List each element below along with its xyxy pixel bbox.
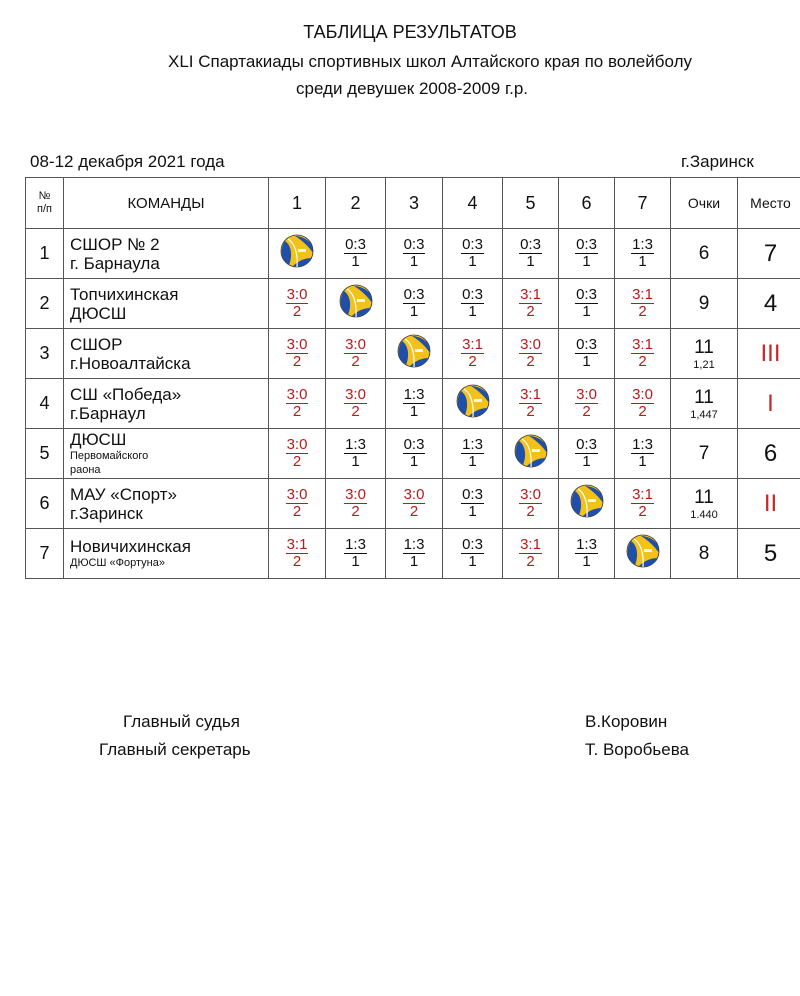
row-num: 6 (26, 479, 64, 529)
table-row (26, 379, 800, 429)
page-title: ТАБЛИЦА РЕЗУЛЬТАТОВ (303, 22, 517, 42)
row-num: 2 (26, 279, 64, 329)
match-points: 2 (292, 352, 302, 370)
team-place: 6 (738, 429, 800, 479)
match-score: 1:3 (632, 435, 653, 453)
match-result-cell (326, 379, 386, 429)
match-score: 3:0 (632, 385, 653, 403)
match-points: 2 (292, 402, 302, 420)
header-place: Место (738, 178, 800, 229)
match-result-cell (503, 329, 559, 379)
match-points: 2 (638, 352, 647, 370)
match-points: 2 (292, 302, 302, 320)
team-points (671, 429, 738, 479)
match-points: 1 (409, 452, 419, 470)
team-name (64, 529, 269, 579)
match-result-cell (443, 429, 503, 479)
secretary-name: Т. Воробьева (585, 740, 689, 759)
match-result (344, 387, 367, 420)
match-score: 3:1 (632, 485, 653, 503)
match-result-cell (386, 229, 443, 279)
points-value: 11 (694, 336, 714, 358)
team-name (64, 479, 269, 529)
match-result (461, 237, 484, 270)
match-score: 0:3 (576, 435, 597, 453)
team-name-line2: ДЮСШ «Фортуна» (70, 557, 165, 569)
match-points: 1 (409, 302, 419, 320)
match-result (519, 487, 542, 520)
match-result-cell (269, 379, 326, 429)
match-points: 1 (351, 452, 360, 470)
match-points: 2 (638, 502, 647, 520)
header-teams: КОМАНДЫ (64, 178, 269, 229)
points-value: 11 (694, 386, 714, 408)
volleyball-icon (625, 533, 661, 569)
team-name (64, 229, 269, 279)
match-result (631, 487, 654, 520)
team-name-line2: г. Барнаула (70, 253, 160, 273)
match-result (631, 337, 654, 370)
match-points: 2 (292, 502, 302, 520)
team-name-line2: г.Заринск (70, 503, 143, 523)
match-result-cell (386, 429, 443, 479)
header-col-5: 5 (503, 178, 559, 229)
self-match-cell (326, 279, 386, 329)
match-points: 2 (526, 352, 535, 370)
match-result (461, 337, 484, 370)
table-row (26, 429, 800, 479)
match-points: 2 (468, 352, 477, 370)
match-result (286, 537, 309, 570)
match-result-cell (386, 379, 443, 429)
match-score: 3:0 (345, 485, 366, 503)
points-tiebreak: 1,21 (693, 358, 715, 371)
match-result-cell (269, 429, 326, 479)
team-place: I (738, 379, 800, 429)
team-place: 5 (738, 529, 800, 579)
team-name-line1: Топчихинская (70, 284, 179, 304)
match-score: 0:3 (576, 285, 597, 303)
page-subtitle: XLI Спартакиады спортивных школ Алтайского края по волейболу (167, 52, 692, 71)
header-num: № п/п (26, 178, 64, 229)
match-result-cell (386, 529, 443, 579)
match-score: 3:1 (286, 535, 308, 553)
team-points (671, 529, 738, 579)
match-result-cell (326, 329, 386, 379)
match-result (403, 237, 426, 270)
match-result-cell (503, 379, 559, 429)
match-points: 2 (351, 352, 360, 370)
match-result (519, 387, 542, 420)
match-result (403, 537, 426, 570)
team-name (64, 429, 269, 479)
points-value: 7 (698, 442, 710, 464)
match-result-cell (269, 329, 326, 379)
match-result-cell (615, 379, 671, 429)
row-num: 1 (26, 229, 64, 279)
team-name (64, 279, 269, 329)
match-score: 3:0 (520, 335, 541, 353)
match-result-cell (559, 229, 615, 279)
match-points: 1 (582, 552, 591, 570)
team-name-line2: г.Новоалтайска (70, 353, 191, 373)
team-name-line1: СШОР № 2 (70, 234, 160, 254)
match-score: 1:3 (345, 435, 366, 453)
match-points: 1 (409, 402, 419, 420)
match-result (461, 437, 484, 470)
match-score: 1:3 (576, 535, 597, 553)
volleyball-icon (569, 483, 605, 519)
match-points: 1 (582, 452, 591, 470)
match-points: 2 (351, 502, 360, 520)
match-result-cell (443, 479, 503, 529)
match-score: 1:3 (462, 435, 483, 453)
match-result-cell (443, 329, 503, 379)
match-score: 3:0 (403, 485, 425, 503)
match-points: 2 (351, 402, 360, 420)
match-score: 0:3 (462, 485, 483, 503)
match-points: 2 (526, 552, 535, 570)
match-result-cell (615, 479, 671, 529)
match-points: 2 (292, 552, 302, 570)
match-result (344, 437, 367, 470)
self-match-cell (559, 479, 615, 529)
team-place: 4 (738, 279, 800, 329)
match-points: 2 (526, 402, 535, 420)
match-result-cell (503, 279, 559, 329)
match-result (286, 287, 309, 320)
table-row (26, 279, 800, 329)
row-num: 5 (26, 429, 64, 479)
match-score: 0:3 (403, 435, 425, 453)
match-result-cell (443, 529, 503, 579)
table-header-row (26, 178, 800, 229)
match-result (286, 437, 309, 470)
results-table (25, 177, 800, 579)
match-points: 1 (582, 252, 591, 270)
match-result-cell (443, 279, 503, 329)
match-points: 1 (468, 252, 477, 270)
table-row (26, 479, 800, 529)
match-points: 2 (582, 402, 591, 420)
match-score: 3:1 (462, 335, 483, 353)
team-place: III (738, 329, 800, 379)
team-name-line1: СШ «Победа» (70, 384, 182, 404)
match-result (575, 437, 598, 470)
match-result (403, 437, 426, 470)
match-score: 3:1 (632, 335, 653, 353)
match-score: 0:3 (462, 535, 483, 553)
match-score: 0:3 (403, 235, 425, 253)
match-result-cell (269, 479, 326, 529)
match-result-cell (386, 479, 443, 529)
team-name (64, 379, 269, 429)
match-result (403, 387, 426, 420)
match-result-cell (559, 429, 615, 479)
header-col-2: 2 (326, 178, 386, 229)
match-score: 3:0 (345, 335, 366, 353)
match-result (631, 387, 654, 420)
match-score: 1:3 (632, 235, 653, 253)
match-result (575, 387, 598, 420)
match-score: 0:3 (520, 235, 541, 253)
match-score: 3:0 (286, 385, 308, 403)
match-score: 3:1 (520, 535, 541, 553)
match-score: 3:1 (520, 385, 541, 403)
match-score: 3:0 (286, 485, 308, 503)
match-points: 2 (409, 502, 419, 520)
points-tiebreak: 1.440 (690, 508, 718, 521)
match-result (344, 487, 367, 520)
row-num: 3 (26, 329, 64, 379)
team-name-line2: ДЮСШ (70, 303, 127, 323)
match-result-cell (615, 279, 671, 329)
judge-name: В.Коровин (585, 712, 668, 731)
row-num: 7 (26, 529, 64, 579)
match-points: 1 (638, 452, 647, 470)
match-score: 0:3 (576, 335, 597, 353)
self-match-cell (503, 429, 559, 479)
match-result (344, 537, 367, 570)
match-result (631, 437, 654, 470)
header-col-1: 1 (269, 178, 326, 229)
match-score: 3:0 (286, 285, 308, 303)
match-result-cell (326, 429, 386, 479)
match-result-cell (326, 529, 386, 579)
table-row (26, 329, 800, 379)
match-points: 1 (582, 352, 591, 370)
team-name-line1: ДЮСШ (70, 430, 127, 449)
volleyball-icon (455, 383, 491, 419)
table-row (26, 529, 800, 579)
match-result (461, 487, 484, 520)
match-points: 2 (526, 302, 535, 320)
page-subtitle-2: среди девушек 2008-2009 г.р. (295, 79, 528, 98)
match-result-cell (615, 429, 671, 479)
header-col-4: 4 (443, 178, 503, 229)
volleyball-icon (513, 433, 549, 469)
match-points: 1 (351, 552, 360, 570)
match-result-cell (269, 279, 326, 329)
match-result-cell (559, 279, 615, 329)
match-result-cell (269, 529, 326, 579)
match-points: 1 (468, 302, 477, 320)
match-result (519, 537, 542, 570)
match-result-cell (615, 229, 671, 279)
team-points (671, 229, 738, 279)
points-value: 9 (698, 292, 710, 314)
volleyball-icon (338, 283, 374, 319)
team-name (64, 329, 269, 379)
match-result (403, 487, 426, 520)
match-points: 1 (409, 552, 419, 570)
match-points: 1 (526, 252, 535, 270)
match-points: 2 (638, 402, 647, 420)
match-result (575, 337, 598, 370)
match-score: 3:0 (520, 485, 541, 503)
self-match-cell (443, 379, 503, 429)
match-score: 3:0 (576, 385, 597, 403)
team-name-line1: Новичихинская (70, 537, 191, 556)
match-result-cell (615, 329, 671, 379)
match-result-cell (443, 229, 503, 279)
match-score: 3:1 (520, 285, 541, 303)
match-score: 0:3 (462, 235, 483, 253)
match-score: 3:1 (632, 285, 653, 303)
match-result (344, 237, 367, 270)
match-score: 3:0 (345, 385, 366, 403)
match-score: 0:3 (403, 285, 425, 303)
team-points (671, 379, 738, 429)
team-place: 7 (738, 229, 800, 279)
match-score: 1:3 (403, 385, 425, 403)
match-result (344, 337, 367, 370)
team-name-line2: г.Барнаул (70, 403, 146, 423)
match-score: 3:0 (286, 435, 308, 453)
team-points (671, 329, 738, 379)
volleyball-icon (396, 333, 432, 369)
row-num: 4 (26, 379, 64, 429)
header-col-3: 3 (386, 178, 443, 229)
header-col-7: 7 (615, 178, 671, 229)
match-result-cell (559, 329, 615, 379)
match-result (631, 287, 654, 320)
points-value: 11 (694, 486, 714, 508)
match-result-cell (503, 479, 559, 529)
match-points: 2 (292, 452, 302, 470)
match-result-cell (326, 479, 386, 529)
match-points: 2 (638, 302, 647, 320)
match-points: 1 (582, 302, 591, 320)
match-result-cell (559, 529, 615, 579)
match-points: 1 (468, 502, 477, 520)
points-value: 6 (698, 242, 710, 264)
match-points: 2 (526, 502, 535, 520)
match-points: 1 (468, 452, 477, 470)
match-result (519, 237, 542, 270)
match-points: 1 (409, 252, 419, 270)
match-result (519, 287, 542, 320)
team-name-line3: раона (70, 464, 101, 476)
match-result-cell (503, 229, 559, 279)
team-points (671, 279, 738, 329)
secretary-label: Главный секретарь (99, 740, 251, 759)
header-col-6: 6 (559, 178, 615, 229)
event-city: г.Заринск (681, 152, 754, 171)
match-score: 0:3 (576, 235, 597, 253)
match-result (286, 387, 309, 420)
match-result-cell (503, 529, 559, 579)
match-score: 1:3 (345, 535, 366, 553)
team-name-line1: МАУ «Спорт» (70, 484, 177, 504)
self-match-cell (269, 229, 326, 279)
judge-label: Главный судья (123, 712, 240, 731)
header-points: Очки (671, 178, 738, 229)
match-result (519, 337, 542, 370)
match-result-cell (559, 379, 615, 429)
match-score: 0:3 (345, 235, 366, 253)
match-result (286, 337, 309, 370)
match-result-cell (386, 279, 443, 329)
match-score: 0:3 (462, 285, 483, 303)
match-result (461, 287, 484, 320)
team-name-line2: Первомайского (70, 450, 149, 462)
match-score: 1:3 (403, 535, 425, 553)
self-match-cell (615, 529, 671, 579)
match-result (286, 487, 309, 520)
match-result-cell (326, 229, 386, 279)
points-tiebreak: 1,447 (690, 408, 718, 421)
match-points: 1 (351, 252, 360, 270)
volleyball-icon (279, 233, 315, 269)
match-points: 1 (638, 252, 647, 270)
match-score: 3:0 (286, 335, 308, 353)
match-result (575, 537, 598, 570)
match-result (575, 237, 598, 270)
team-name-line1: СШОР (70, 334, 123, 354)
team-points (671, 479, 738, 529)
match-result (403, 287, 426, 320)
match-points: 1 (468, 552, 477, 570)
self-match-cell (386, 329, 443, 379)
table-row (26, 229, 800, 279)
event-date: 08-12 декабря 2021 года (30, 152, 225, 171)
match-result (575, 287, 598, 320)
match-result (631, 237, 654, 270)
match-result (461, 537, 484, 570)
team-place: II (738, 479, 800, 529)
points-value: 8 (698, 542, 710, 564)
